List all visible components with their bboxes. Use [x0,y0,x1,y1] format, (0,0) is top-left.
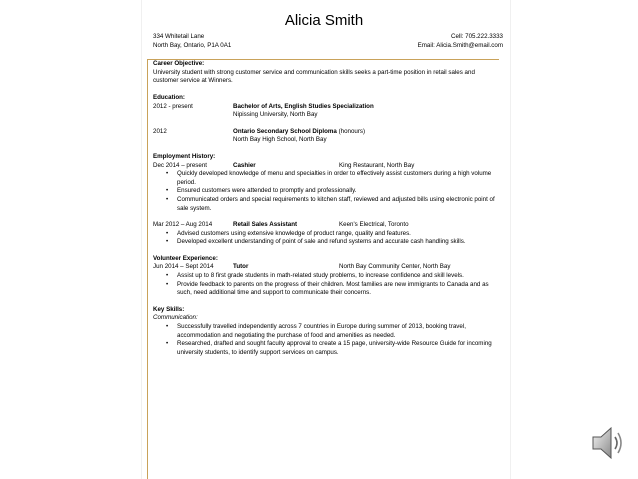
email: Email: Alicia.Smith@email.com [417,41,503,49]
education-date: 2012 [153,127,167,135]
list-item: • Assist up to 8 first grade students in math-related study problems, to increase confidence and skill levels. [177,272,495,281]
job-title: Cashier [233,161,256,169]
list-item: • Quickly developed knowledge of menu and specialties in order to effectively assist customers during a high volume period. [177,170,495,187]
job-bullets [153,170,495,213]
contact-row-2 [153,41,503,51]
education-item [153,103,495,120]
job-header [153,162,495,171]
education-suffix: (honours) [336,127,366,135]
objective-heading: Career Objective: [153,60,205,68]
resume-document [153,12,503,357]
job-date: Mar 2012 – Aug 2014 [153,221,213,229]
address-line-1: 334 Whitetail Lane [153,33,205,40]
skills-heading: Key Skills: [153,305,185,313]
education-title: Bachelor of Arts, English Studies Specialization [233,102,374,110]
education-item [153,128,495,145]
job-bullets [153,230,495,247]
volunteer-title: Tutor [233,263,249,271]
education-date: 2012 - present [153,102,193,110]
education-place: Nipissing University, North Bay [233,111,318,119]
list-item: • Successfully travelled independently across 7 countries in Europe during summer of 2013, booking travel, accommodation and negotiating the purchase of food and amenities as needed. [177,323,495,340]
job-employer: King Restaurant, North Bay [339,161,415,169]
job-title: Retail Sales Assistant [233,221,298,229]
education-heading: Education: [153,93,185,101]
job-header [153,221,495,230]
employment-heading: Employment History: [153,152,216,160]
contact-row-1 [153,33,503,42]
resume-name: Alicia Smith [284,12,364,29]
list-item: • Developed excellent understanding of point of sale and refund systems and accurate cash handling skills. [177,238,495,247]
skills-subheading: Communication: [153,314,198,322]
cell-phone: Cell: 705.222.3333 [451,33,503,40]
list-item: • Advised customers using extensive knowledge of product range, quality and features. [177,230,495,239]
education-title: Ontario Secondary School Diploma [233,127,337,135]
list-item: • Researched, drafted and sought faculty approval to create a 15 page, university-wide Resource Guide for incoming university students, to identify support services on campus. [177,340,495,357]
job-employer: Keen's Electrical, Toronto [339,221,409,229]
list-item: • Communicated orders and special requirements to kitchen staff, reviewed and adjusted bills using electronic point of sale system. [177,196,495,213]
speaker-icon[interactable] [591,425,625,461]
skills-bullets [153,323,495,357]
volunteer-header [153,263,495,272]
volunteer-org: North Bay Community Center, North Bay [339,263,451,271]
education-place: North Bay High School, North Bay [233,136,327,144]
volunteer-date: Jun 2014 – Sept 2014 [153,263,214,271]
objective-text: University student with strong customer service and communication skills seeks a part-time position in retail sales and customer service at Winners. [153,68,475,85]
address-line-2: North Bay, Ontario, P1A 0A1 [153,41,232,49]
job-date: Dec 2014 – present [153,161,208,169]
volunteer-heading: Volunteer Experience: [153,254,218,262]
list-item: • Provide feedback to parents on the progress of their children. Most families are new immigrants to Canada and as such, need additional time and support to communicate their concerns. [177,281,495,298]
volunteer-bullets [153,272,495,298]
list-item: • Ensured customers were attended to promptly and professionally. [177,187,495,196]
left-margin-line [147,59,148,479]
